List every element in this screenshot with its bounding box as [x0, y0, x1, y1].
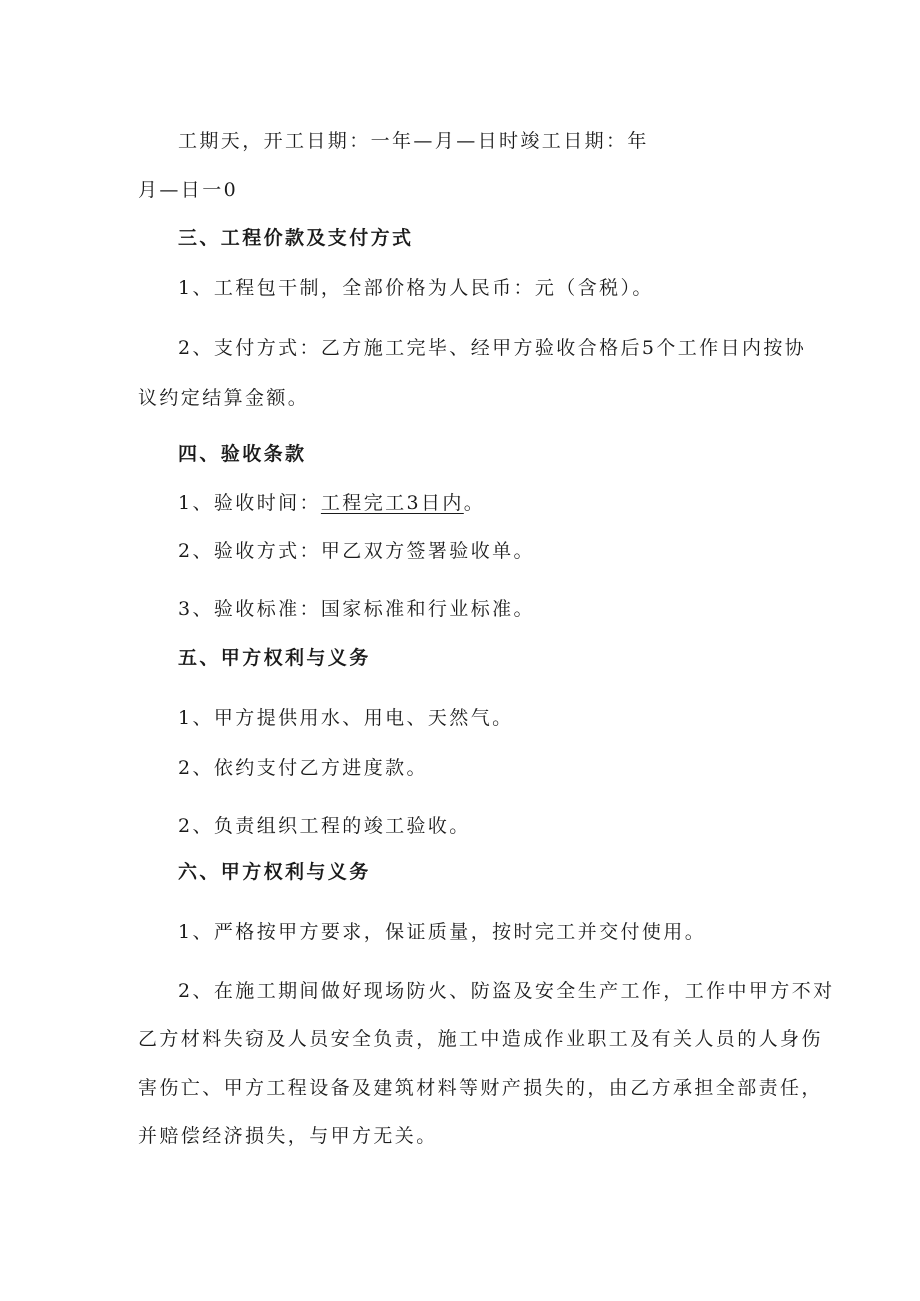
clause-safety-line-4: 并赔偿经济损失，与甲方无关。: [138, 1125, 438, 1147]
section-heading-acceptance: 四、验收条款: [178, 443, 307, 465]
section-heading-price-payment: 三、工程价款及支付方式: [178, 227, 414, 249]
clause-safety-line-2: 乙方材料失窃及人员安全负责，施工中造成作业职工及有关人员的人身伤: [138, 1028, 823, 1050]
clause-safety-line-3: 害伤亡、甲方工程设备及建筑材料等财产损失的，由乙方承担全部责任，: [138, 1077, 823, 1099]
acceptance-time-suffix: 。: [463, 492, 486, 514]
clause-payment-method-line-1: 2、支付方式：乙方施工完毕、经甲方验收合格后5个工作日内按协: [178, 337, 807, 359]
clause-lump-sum-price: 1、工程包干制，全部价格为人民币：元（含税）。: [178, 277, 654, 299]
construction-period-line-1: 工期天，开工日期：一年—月—日时竣工日期：年: [178, 130, 649, 152]
construction-period-line-2: 月—日一0: [138, 179, 239, 201]
clause-quality-requirement: 1、严格按甲方要求，保证质量，按时完工并交付使用。: [178, 921, 707, 943]
acceptance-time-value: 工程完工3日内: [320, 492, 464, 514]
clause-party-a-utilities: 1、甲方提供用水、用电、天然气。: [178, 707, 514, 729]
clause-acceptance-time: [178, 491, 485, 515]
acceptance-time-label: 1、验收时间：: [178, 492, 321, 514]
section-heading-party-a-rights-6: 六、甲方权利与义务: [178, 861, 371, 883]
clause-acceptance-standard: 3、验收标准：国家标准和行业标准。: [178, 598, 535, 620]
clause-payment-method-line-2: 议约定结算金额。: [138, 387, 310, 409]
clause-party-a-progress-payment: 2、依约支付乙方进度款。: [178, 757, 428, 779]
clause-safety-line-1: 2、在施工期间做好现场防火、防盗及安全生产工作，工作中甲方不对: [178, 980, 835, 1002]
section-heading-party-a-rights-5: 五、甲方权利与义务: [178, 647, 371, 669]
clause-acceptance-method: 2、验收方式：甲乙双方签署验收单。: [178, 540, 535, 562]
clause-party-a-completion-acceptance: 2、负责组织工程的竣工验收。: [178, 815, 471, 837]
